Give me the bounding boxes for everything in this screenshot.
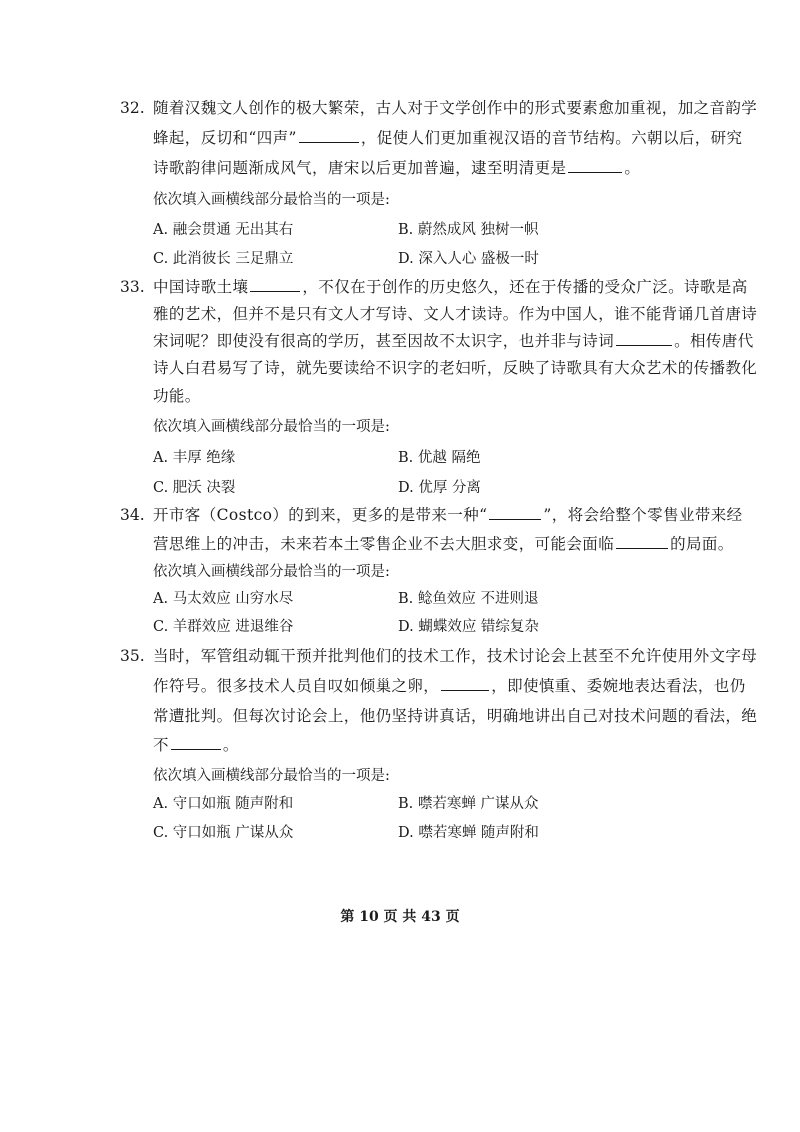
answer-blank [250,277,300,292]
option-b: B. 优越 隔绝 [398,450,481,466]
question-text-line: 蜂起，反切和“四声” ，促使人们更加重视汉语的音节结构。六朝以后，研究 [153,129,743,147]
option-c: C. 羊群效应 进退维谷 [153,619,294,635]
page-number-footer: 第 10 页 共 43 页 [340,909,460,925]
question-number: 34. [120,506,145,524]
option-a: A. 马太效应 山穷水尽 [153,591,294,607]
option-c: C. 此消彼长 三足鼎立 [153,251,294,267]
answer-blank [489,505,541,520]
question-text-line: 当时，军管组动辄干预并批判他们的技术工作，技术讨论会上甚至不允许使用外文字母 [153,647,758,665]
option-d: D. 蝴蝶效应 错综复杂 [398,619,539,635]
answer-blank [616,534,668,549]
question-text-line: 营思维上的冲击，未来若本土零售企业不去大胆求变，可能会面临 的局面。 [153,535,734,553]
answer-blank [299,128,359,143]
answer-blank [171,735,221,750]
question-text-line: 诗人白君易写了诗，就先要读给不识字的老妇听，反映了诗歌具有大众艺术的传播教化 [153,359,758,377]
option-d: D. 深入人心 盛极一时 [398,251,539,267]
option-b: B. 蔚然成风 独树一帜 [398,222,539,238]
option-a: A. 守口如瓶 随声附和 [153,796,294,812]
option-b: B. 鲶鱼效应 不进则退 [398,591,539,607]
answer-blank [441,676,489,691]
answer-blank [616,331,672,346]
question-text-line: 雅的艺术，但并不是只有文人才写诗、文人才读诗。作为中国人，谁不能背诵几首唐诗 [153,305,758,323]
option-a: A. 融会贯通 无出其右 [153,222,294,238]
question-text-line: 不 。 [153,736,239,754]
question-text-line: 诗歌韵律问题渐成风气，唐宋以后更加普遍，逮至明清更是 。 [153,159,641,177]
question-prompt: 依次填入画横线部分最恰当的一项是: [153,564,390,580]
question-text-line: 宋词呢？即使没有很高的学历，甚至因故不太识字，也并非与诗词 。相传唐代 [153,332,754,350]
option-d: D. 优厚 分离 [398,480,481,496]
option-d: D. 噤若寒蝉 随声附和 [398,825,539,841]
question-text-line: 作符号。很多技术人员自叹如倾巢之卵， ，即使慎重、委婉地表达看法，也仍 [153,677,746,695]
question-text-line: 常遭批判。但每次讨论会上，他仍坚持讲真话，明确地讲出自己对技术问题的看法，绝 [153,707,758,725]
option-c: C. 肥沃 决裂 [153,480,236,496]
question-text-line: 随着汉魏文人创作的极大繁荣，古人对于文学创作中的形式要素愈加重视，加之音韵学 [153,99,758,117]
question-number: 35. [120,647,145,665]
question-prompt: 依次填入画横线部分最恰当的一项是: [153,192,390,208]
question-text-line: 功能。 [153,387,201,405]
option-a: A. 丰厚 绝缘 [153,450,236,466]
question-prompt: 依次填入画横线部分最恰当的一项是: [153,768,390,784]
question-text-line: 开市客（Costco）的到来，更多的是带来一种“ ”，将会给整个零售业带来经 [153,506,743,524]
option-c: C. 守口如瓶 广谋从众 [153,825,294,841]
question-number: 32. [120,99,145,117]
question-number: 33. [120,278,145,296]
question-text-line: 中国诗歌土壤 ，不仅在于创作的历史悠久，还在于传播的受众广泛。诗歌是高 [153,278,748,296]
question-prompt: 依次填入画横线部分最恰当的一项是: [153,419,390,435]
answer-blank [568,158,622,173]
option-b: B. 噤若寒蝉 广谋从众 [398,796,539,812]
